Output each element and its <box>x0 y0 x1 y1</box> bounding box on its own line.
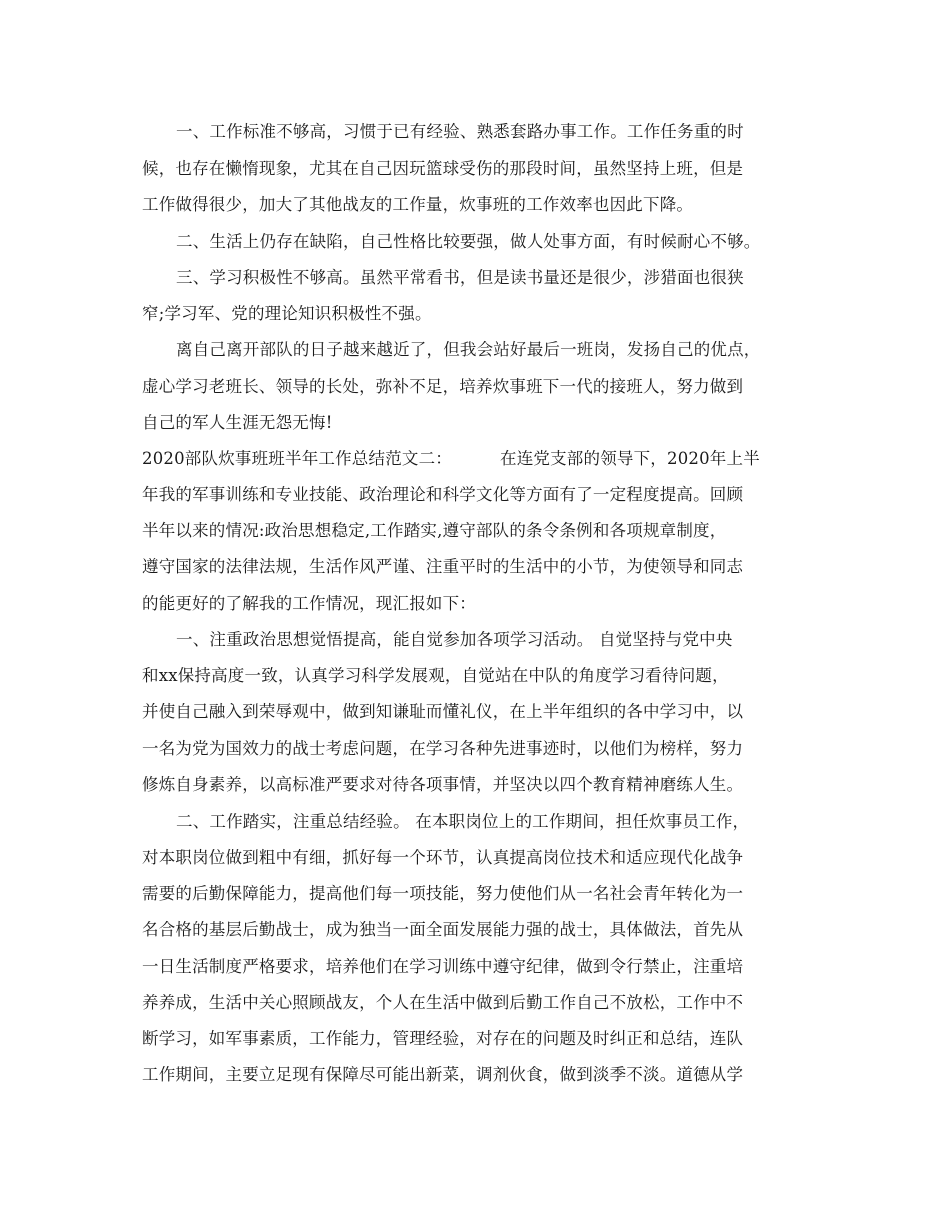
section-heading-line <box>142 442 760 476</box>
text-line: 修炼自身素养，以高标准严要求对待各项事情，并坚决以四个教育精神磨练人生。 <box>142 775 744 794</box>
text-line: 对本职岗位做到粗中有细，抓好每一个环节，认真提高岗位技术和适应现代化战争 <box>142 848 744 867</box>
text-line: 遵守国家的法律法规，生活作风严谨、注重平时的生活中的小节，为使领导和同志 <box>142 557 744 576</box>
text-line: 一、注重政治思想觉悟提高，能自觉参加各项学习活动。 自觉坚持与党中央 <box>176 630 733 649</box>
text-line: 工作做得很少，加大了其他战友的工作量，炊事班的工作效率也因此下降。 <box>142 195 694 214</box>
text-line: 一名为党为国效力的战士考虑问题，在学习各种先进事迹时，以他们为榜样，努力 <box>142 739 744 758</box>
text-line: 断学习，如军事素质，工作能力，管理经验，对存在的问题及时纠正和总结，连队 <box>142 1029 744 1048</box>
text-line: 窄;学习军、党的理论知识积极性不强。 <box>142 304 432 323</box>
text-line: 名合格的基层后勤战士，成为独当一面全面发展能力强的战士，具体做法，首先从 <box>142 920 744 939</box>
text-line: 三、学习积极性不够高。虽然平常看书，但是读书量还是很少，涉猎面也很狭 <box>176 268 744 287</box>
text-line: 和xx保持高度一致，认真学习科学发展观，自觉站在中队的角度学习看待问题， <box>142 666 729 685</box>
text-line: 二、生活上仍存在缺陷，自己性格比较要强，做人处事方面，有时候耐心不够。 <box>176 232 761 251</box>
text-line: 工作期间，主要立足现有保障尽可能出新菜，调剂伙食，做到淡季不淡。道德从学 <box>142 1065 744 1084</box>
section-heading: 2020部队炊事班班半年工作总结范文二： <box>142 449 452 468</box>
text-line: 一、工作标准不够高，习惯于已有经验、熟悉套路办事工作。工作任务重的时 <box>176 122 744 141</box>
text-line: 并使自己融入到荣辱观中，做到知谦耻而懂礼仪，在上半年组织的各中学习中，以 <box>142 702 744 721</box>
text-line: 需要的后勤保障能力，提高他们每一项技能，努力使他们从一名社会青年转化为一 <box>142 884 744 903</box>
text-line: 的能更好的了解我的工作情况，现汇报如下： <box>142 594 476 613</box>
text-line: 二、工作踏实，注重总结经验。 在本职岗位上的工作期间，担任炊事员工作， <box>176 812 750 831</box>
text-line: 候，也存在懒惰现象，尤其在自己因玩篮球受伤的那段时间，虽然坚持上班，但是 <box>142 159 744 178</box>
text-line-start: 在连党支部的领导下，2020年上半 <box>500 449 760 468</box>
text-line: 自己的军人生涯无怨无悔! <box>142 413 333 432</box>
text-line: 离自己离开部队的日子越来越近了，但我会站好最后一班岗，发扬自己的优点， <box>176 340 761 359</box>
text-line: 半年以来的情况:政治思想稳定,工作踏实,遵守部队的条令条例和各项规章制度， <box>142 521 727 540</box>
text-line: 年我的军事训练和专业技能、政治理论和科学文化等方面有了一定程度提高。回顾 <box>142 485 744 504</box>
text-line: 一日生活制度严格要求，培养他们在学习训练中遵守纪律，做到令行禁止，注重培 <box>142 957 744 976</box>
text-line: 虚心学习老班长、领导的长处，弥补不足，培养炊事班下一代的接班人，努力做到 <box>142 377 744 396</box>
text-line: 养养成，生活中关心照顾战友，个人在生活中做到后勤工作自己不放松，工作中不 <box>142 993 744 1012</box>
